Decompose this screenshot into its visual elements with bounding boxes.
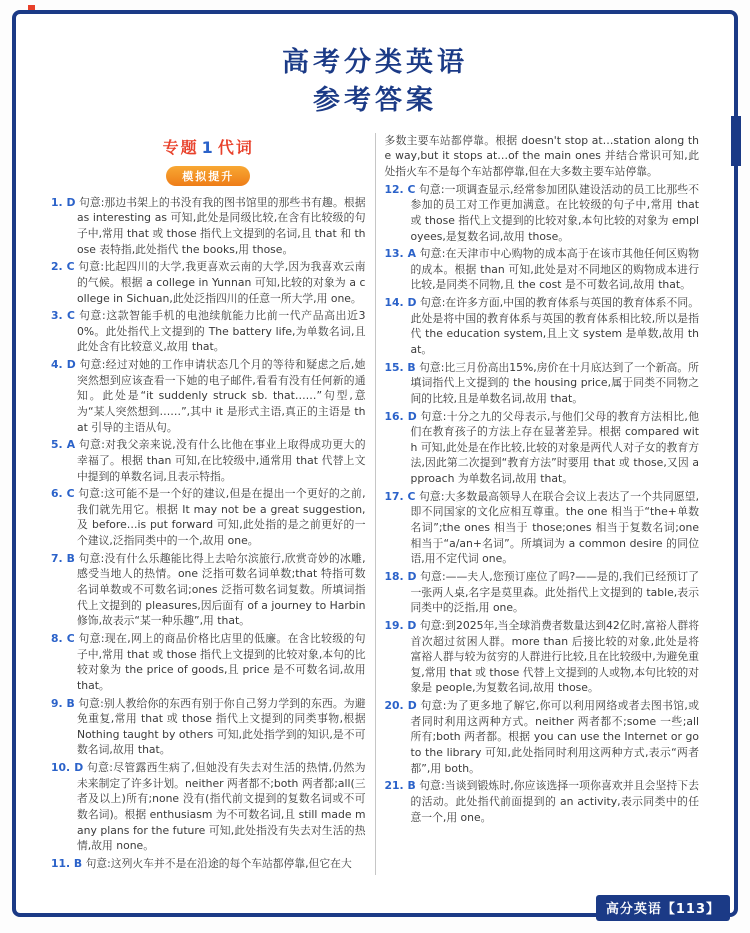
answer-text: 句意:——夫人,您预订座位了吗?——是的,我们已经预订了一张两人桌,名字是莫里森。此处指代上文提到的 table,表示同类中的泛指,用 one。 [410,569,700,615]
page-title-line1: 高考分类英语 [282,47,468,78]
answer-text: 句意:一项调查显示,经常参加团队建设活动的员工比那些不参加的员工对工作更加满意。在比较级的句子中,常用 that 或 those 指代上文提到的比较对象,本句比较的对象为 employees,是复数名词,故用 those。 [410,182,700,243]
page-title-line2: 参考答案 [313,85,437,117]
answer-number: 10. D [51,761,84,775]
answer-item [51,486,366,549]
answer-text: 句意:现在,网上的商品价格比店里的低廉。在含比较级的句子中,常用 that 或 those 指代上文提到的比较对象,本句的比较对象为 the price of goods,且 price 是不可数名词,故用 that。 [77,631,366,692]
answer-number: 18. D [384,569,417,583]
answer-text: 句意:十分之九的父母表示,与他们父母的教育方法相比,他们在教育孩子的方法上存在显著差异。根据 compared with 可知,此处是在作比较,比较的对象是两代人对子女的教育方法,因此第二次提到“教育方法”时要用 that 或 those,又因 approach 为单数名词,故用 that。 [410,409,700,486]
answer-text: 句意:没有什么乐趣能比得上去哈尔滨旅行,欣赏奇妙的冰雕,感受当地人的热情。one 泛指可数名词单数;that 特指可数名词单数或不可数名词;ones 泛指可数名词复数。所填词指代上文提到的 pleasures,因后面有 of a journey to Harbin 修饰,故表示“某一种乐趣”,用 that。 [77,551,366,628]
footer-book-label: 高分英语 [605,902,662,917]
answer-number: 2. C [51,260,75,274]
answer-number: 20. D [384,699,417,713]
answer-number: 1. D [51,195,76,209]
answer-text: 句意:在天津市中心购物的成本高于在该市其他任何区购物的成本。根据 than 可知,此处是对不同地区的购物成本进行比较,是同类不同物,且 the cost 是不可数名词,故用 that。 [410,247,700,292]
answer-number: 5. A [51,438,76,452]
right-column [376,133,709,875]
answer-text: 句意:这列火车并不是在沿途的每个车站都停靠,但它在大 [85,856,352,870]
answer-number: 7. B [51,551,75,565]
answer-number: 6. C [51,487,75,501]
answer-item [385,360,700,407]
answer-item [385,489,700,567]
answer-item [51,760,366,854]
section-badge: 模拟提升 [166,166,250,186]
answer-text: 句意:这可能不是一个好的建议,但是在提出一个更好的之前,我们就先用它。根据 It may not be a great suggestion,及 before…is put forward 可知,此处指的是之前更好的一个建议,泛指同类中的一个,故用 one。 [77,487,366,548]
answer-item [51,856,366,872]
answer-item [51,631,366,694]
answer-number: 15. B [384,360,416,374]
answer-number: 12. C [384,182,416,196]
footer-page-number: 【113】 [661,902,720,917]
answer-item [385,698,700,776]
answer-number: 4. D [51,358,76,372]
answer-item [51,259,366,306]
answer-item [385,295,700,358]
answer-text: 句意:比三月份高出15%,房价在十月底达到了一个新高。所填词指代上文提到的 the housing price,属于同类不同物之间的比较,且是单数名词,故用 that。 [410,360,699,405]
answer-text: 句意:别人教给你的东西有别于你自己努力学到的东西。为避免重复,常用 that 或 those 指代上文提到的同类事物,根据 Nothing taught by others 可知,此处指学到的知识,是不可数名词,故用 that。 [77,696,366,757]
answer-item [51,551,366,629]
answer-item [385,409,700,487]
answer-number: 3. C [51,309,75,323]
answer-list-right [385,133,700,826]
footer-page-badge [596,895,730,921]
answer-list-left [51,195,366,872]
answer-number: 9. B [51,696,75,710]
answer-text: 多数主要车站都停靠。根据 doesn't stop at…station along the way,but it stops at…of the main ones 并结合常识可知,此处指火车不是每个车站都停靠,但在大多数主要车站停靠。 [384,133,699,178]
answer-number: 8. C [51,631,75,645]
answer-text: 句意:到2025年,当全球消费者数量达到42亿时,富裕人群将首次超过贫困人群。more than 后接比较的对象,此处是将富裕人群与较为贫穷的人群进行比较,且在比较级中,为避免重复,常用 that 或 those 代替上文提到的人或物,本句比较的对象是 people,为复数名词,故用 those。 [410,618,700,695]
topic-prefix: 专题 [162,137,199,157]
page-border-frame [12,10,738,917]
answer-item-continuation [385,133,700,180]
answer-item [51,308,366,355]
content-columns [42,133,708,875]
answer-item [51,357,366,435]
answer-number: 11. B [51,856,83,870]
answer-number: 16. D [384,409,417,423]
answer-text: 句意:对我父亲来说,没有什么比他在事业上取得成功更大的幸福了。根据 than 可知,在比较级中,通常用 that 代替上文中提到的单数名词,且表示特指。 [77,438,366,483]
topic-heading [51,135,366,158]
topic-name: 代词 [217,137,254,157]
answer-item [51,195,366,258]
answer-text: 句意:尽管露西生病了,但她没有失去对生活的热情,仍然为未来制定了许多计划。neither 两者都不;both 两者都;all(三者及以上)所有;none 没有(指代前文提到的复数名词或不可数名词)。根据 enthusiasm 为不可数名词,且 still made many plans for the future 可知,此处指没有失去对生活的热情,故用 none。 [77,761,366,853]
answer-text: 句意:当谈到锻炼时,你应该选择一项你喜欢并且会坚持下去的活动。此处指代前面提到的 an activity,表示同类中的任意一个,用 one。 [410,779,699,824]
answer-number: 14. D [384,296,417,310]
answer-item [385,778,700,825]
answer-text: 句意:大多数最高领导人在联合会议上表达了一个共同愿望,即不同国家的文化应相互尊重。the one 相当于“the+单数名词”;the ones 相当于 those;ones 相当于复数名词;one 相当于“a/an+名词”。所填词为 a common desire 的同位语,用不定代词 one。 [410,489,700,566]
answer-item [51,696,366,759]
answer-text: 句意:这款智能手机的电池续航能力比前一代产品高出近30%。此处指代上文提到的 The battery life,为单数名词,且此处含有比较意义,故用 that。 [77,309,366,354]
answer-item [385,618,700,696]
answer-text: 句意:经过对她的工作申请状态几个月的等待和疑虑之后,她突然想到应该查看一下她的电子邮件,看看有没有任何新的通知。此处是“it suddenly struck sb. that……”句型,意为“某人突然想到……”,其中 it 是形式主语,真正的主语是 that 引导的主语从句。 [77,358,366,434]
answer-item [385,246,700,293]
left-column [42,133,375,875]
answer-number: 17. C [384,489,416,503]
topic-number: 1 [201,137,215,157]
page-title [42,44,708,121]
answer-text: 句意:在许多方面,中国的教育体系与英国的教育体系不同。此处是将中国的教育体系与英国的教育体系相比较,所以是指代 the education system,且上文 system 是单数,故用 that。 [410,296,699,356]
answer-item [51,437,366,484]
answer-number: 19. D [384,618,417,632]
answer-text: 句意:为了更多地了解它,你可以利用网络或者去图书馆,或者同时利用这两种方式。neither 两者都不;some 一些;all 所有;both 两者都。根据 you can use the Internet or go to the library 可知,此处指同时利用这两种方式,表示“两者都”,用 both。 [410,699,700,775]
answer-text: 句意:那边书架上的书没有我的图书馆里的那些书有趣。根据 as interesting as 可知,此处是同级比较,在含有比较级的句子中,常用 that 或 those 指代上文提到的名词,且 that 和 those 表特指,此处指代 the books,用 those。 [77,195,366,256]
edge-tab [731,116,741,166]
answer-number: 13. A [384,247,416,261]
answer-item [385,569,700,616]
answer-text: 句意:比起四川的大学,我更喜欢云南的大学,因为我喜欢云南的气候。根据 a college in Yunnan 可知,比较的对象为 a college in Sichuan,此处泛指四川的任意一所大学,用 one。 [77,260,366,305]
answer-item [385,182,700,245]
answer-number: 21. B [384,779,416,793]
